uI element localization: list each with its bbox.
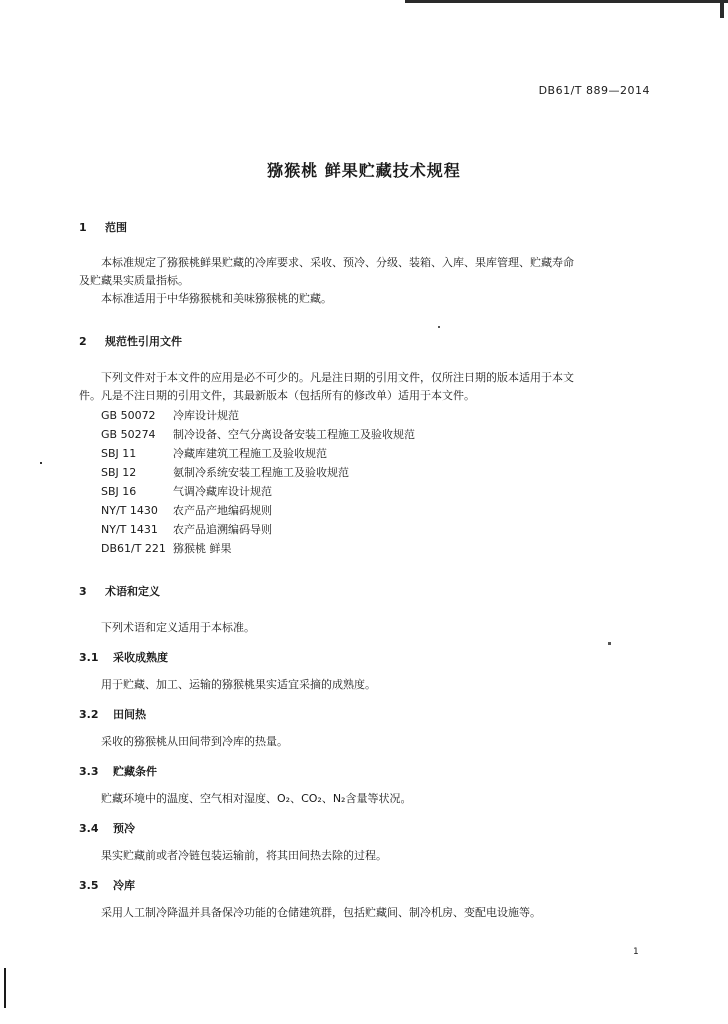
term-heading — [79, 820, 135, 836]
paragraph-line: 下列文件对于本文件的应用是必不可少的。凡是注日期的引用文件，仅所注日期的版本适用于本文 — [101, 371, 574, 384]
reference-item — [101, 502, 272, 518]
reference-code: NY/T 1430 — [101, 504, 158, 517]
term-heading — [79, 706, 146, 722]
term-heading — [79, 877, 135, 893]
term-definition: 果实贮藏前或者冷链包装运输前，将其田间热去除的过程。 — [101, 849, 387, 862]
reference-name: 冷库设计规范 — [173, 409, 239, 422]
reference-name: 农产品追溯编码导则 — [173, 523, 272, 536]
reference-item — [101, 426, 415, 442]
standard-code: DB61/T 889—2014 — [538, 84, 650, 97]
scan-speck — [608, 642, 611, 645]
section-2-heading — [79, 333, 182, 349]
reference-code: GB 50072 — [101, 409, 156, 422]
term-name: 田间热 — [113, 708, 146, 721]
term-number: 3.1 — [79, 651, 99, 664]
reference-code: SBJ 11 — [101, 447, 137, 460]
term-definition: 贮藏环境中的温度、空气相对湿度、O₂、CO₂、N₂含量等状况。 — [101, 792, 412, 805]
term-number: 3.5 — [79, 879, 99, 892]
term-heading — [79, 649, 168, 665]
term-name: 预冷 — [113, 822, 135, 835]
section-title: 规范性引用文件 — [105, 335, 182, 348]
reference-item — [101, 464, 349, 480]
paragraph-line: 本标准规定了猕猴桃鲜果贮藏的冷库要求、采收、预冷、分级、装箱、入库、果库管理、贮藏寿命 — [101, 256, 574, 269]
section-number: 2 — [79, 335, 87, 348]
paragraph-line: 件。凡是不注日期的引用文件，其最新版本（包括所有的修改单）适用于本文件。 — [79, 389, 475, 402]
term-number: 3.2 — [79, 708, 99, 721]
reference-code: SBJ 12 — [101, 466, 137, 479]
reference-name: 农产品产地编码规则 — [173, 504, 272, 517]
reference-code: GB 50274 — [101, 428, 156, 441]
term-definition: 采用人工制冷降温并具备保冷功能的仓储建筑群，包括贮藏间、制冷机房、变配电设施等。 — [101, 906, 541, 919]
page-number: 1 — [633, 947, 639, 957]
term-number: 3.3 — [79, 765, 99, 778]
section-3-heading — [79, 583, 160, 599]
section-number: 1 — [79, 221, 87, 234]
reference-code: DB61/T 221 — [101, 542, 166, 555]
section-title: 术语和定义 — [105, 585, 160, 598]
term-name: 贮藏条件 — [113, 765, 157, 778]
term-heading — [79, 763, 157, 779]
section-number: 3 — [79, 585, 87, 598]
document-title: 猕猴桃 鲜果贮藏技术规程 — [267, 161, 461, 180]
term-definition: 用于贮藏、加工、运输的猕猴桃果实适宜采摘的成熟度。 — [101, 678, 376, 691]
reference-code: NY/T 1431 — [101, 523, 158, 536]
term-number: 3.4 — [79, 822, 99, 835]
reference-name: 猕猴桃 鲜果 — [173, 542, 232, 555]
paragraph: 本标准适用于中华猕猴桃和美味猕猴桃的贮藏。 — [101, 292, 332, 305]
scan-speck — [40, 462, 42, 464]
reference-name: 氨制冷系统安装工程施工及验收规范 — [173, 466, 349, 479]
reference-name: 气调冷藏库设计规范 — [173, 485, 272, 498]
paragraph-line: 及贮藏果实质量指标。 — [79, 274, 189, 287]
reference-item — [101, 521, 272, 537]
scan-top-rule — [405, 0, 728, 3]
reference-item — [101, 483, 272, 499]
term-definition: 采收的猕猴桃从田间带到冷库的热量。 — [101, 735, 288, 748]
section-title: 范围 — [105, 221, 127, 234]
reference-item — [101, 540, 232, 556]
scan-edge-mark — [4, 968, 6, 1008]
reference-name: 冷藏库建筑工程施工及验收规范 — [173, 447, 327, 460]
term-name: 采收成熟度 — [113, 651, 168, 664]
term-name: 冷库 — [113, 879, 135, 892]
paragraph: 下列术语和定义适用于本标准。 — [101, 621, 255, 634]
scan-speck — [438, 326, 440, 328]
reference-name: 制冷设备、空气分离设备安装工程施工及验收规范 — [173, 428, 415, 441]
section-1-heading — [79, 219, 127, 235]
scan-corner-mark — [720, 0, 724, 18]
reference-item — [101, 407, 239, 423]
reference-code: SBJ 16 — [101, 485, 137, 498]
reference-item — [101, 445, 327, 461]
